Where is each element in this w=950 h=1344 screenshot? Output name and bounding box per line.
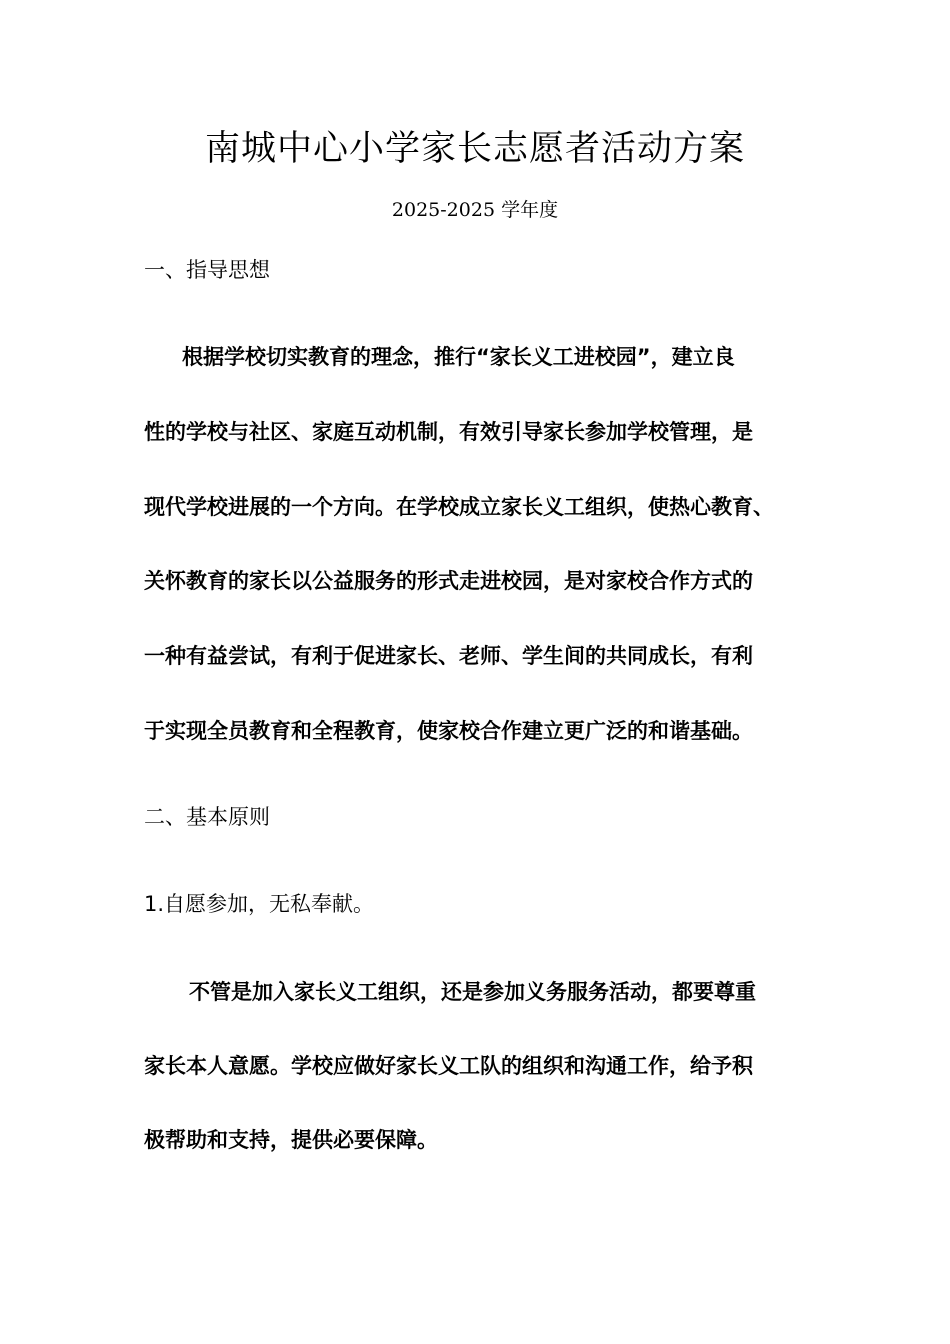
paragraph-line: 性的学校与社区、家庭互动机制，有效引导家长参加学校管理，是: [144, 420, 753, 444]
paragraph-line: 家长本人意愿。学校应做好家长义工队的组织和沟通工作，给予积: [144, 1054, 753, 1078]
paragraph-line: 根据学校切实教育的理念，推行“家长义工进校园”，建立良: [182, 345, 735, 369]
document-title: 南城中心小学家长志愿者活动方案: [204, 129, 745, 169]
paragraph-line: 不管是加入家长义工组织，还是参加义务服务活动，都要尊重: [189, 980, 756, 1004]
paragraph-line: 一种有益尝试，有利于促进家长、老师、学生间的共同成长，有利: [144, 644, 753, 668]
section-heading-basic-principles: 二、基本原则: [144, 805, 270, 829]
document-subtitle: 2025-2025 学年度: [391, 199, 559, 221]
paragraph-line: 现代学校进展的一个方向。在学校成立家长义工组织，使热心教育、: [144, 495, 774, 519]
paragraph-line: 于实现全员教育和全程教育，使家校合作建立更广泛的和谐基础。: [144, 719, 753, 743]
principle-item-1: 1.自愿参加，无私奉献。: [144, 892, 375, 916]
paragraph-line: 极帮助和支持，提供必要保障。: [144, 1128, 438, 1152]
paragraph-line: 关怀教育的家长以公益服务的形式走进校园，是对家校合作方式的: [144, 569, 753, 593]
section-heading-guiding-ideology: 一、指导思想: [144, 258, 270, 282]
